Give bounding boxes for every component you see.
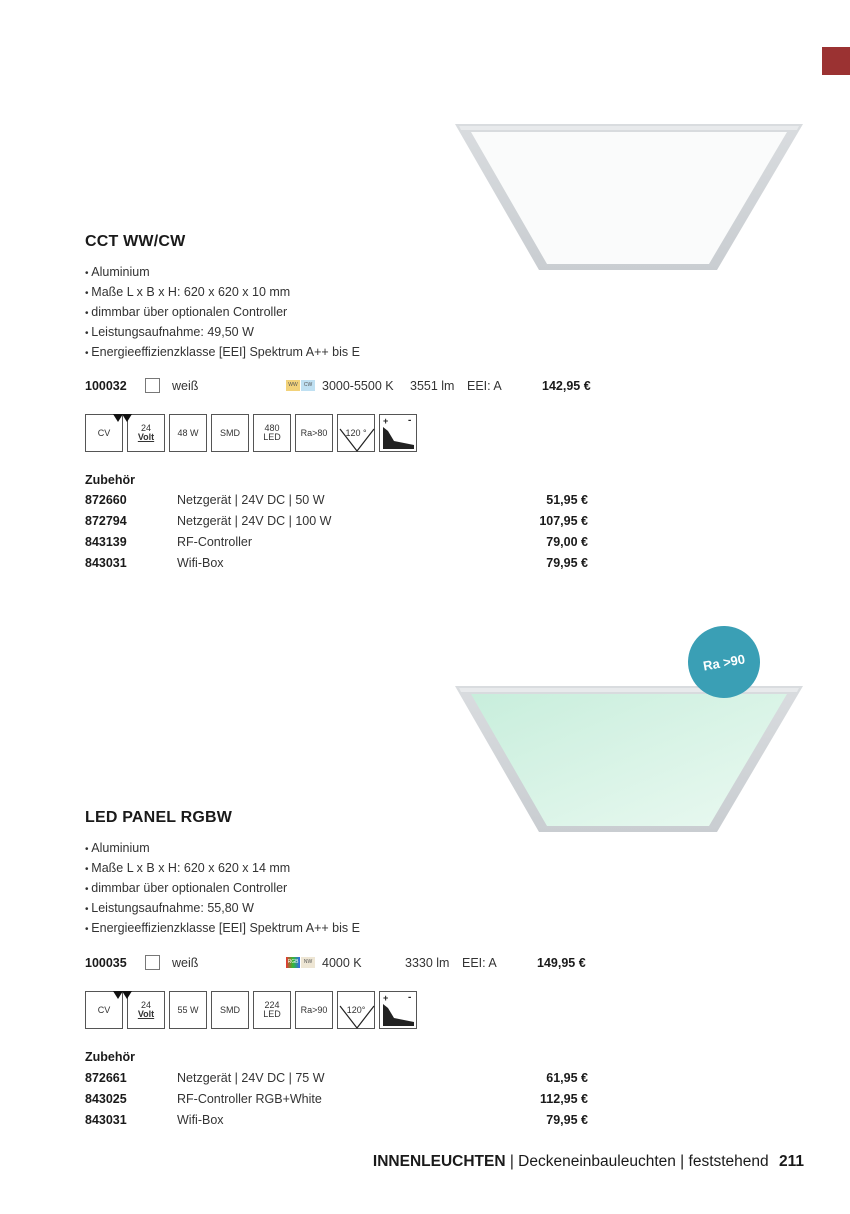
beam-angle-label: 120 ° [345, 428, 367, 438]
variant-lumen: 3330 lm [405, 956, 450, 970]
volt-label: Volt [137, 432, 155, 442]
accessory-table [85, 1068, 595, 1131]
accessory-sku: 872794 [85, 514, 127, 528]
dim-minus: - [408, 415, 412, 426]
smd-icon: SMD [211, 991, 249, 1029]
beam-angle-label: 120° [346, 1005, 366, 1015]
dim-plus: + [383, 416, 389, 426]
accessory-desc: Netzgerät | 24V DC | 100 W [177, 514, 332, 528]
volt-icon [127, 991, 165, 1029]
feature-item: • Maße L x B x H: 620 x 620 x 14 mm [85, 858, 360, 878]
table-row [85, 490, 595, 511]
variant-row [85, 954, 605, 972]
variant-row [85, 377, 605, 395]
variant-checkbox[interactable] [145, 378, 160, 393]
accessory-price: 61,95 € [546, 1071, 588, 1085]
beam-angle-icon [337, 991, 375, 1029]
accessory-sku: 843031 [85, 556, 127, 570]
wattage-icon: 48 W [169, 414, 207, 452]
accessory-price: 79,95 € [546, 1113, 588, 1127]
cv-icon: CV [85, 991, 123, 1029]
feature-item: • Leistungsaufnahme: 55,80 W [85, 898, 360, 918]
accessory-heading: Zubehör [85, 473, 135, 487]
feature-item: • dimmbar über optionalen Controller [85, 302, 360, 322]
accessory-sku: 843031 [85, 1113, 127, 1127]
dim-plus: + [383, 993, 389, 1003]
volt-icon [127, 414, 165, 452]
feature-item: • Aluminium [85, 262, 360, 282]
volt-number: 24 [140, 423, 151, 433]
neutral-white-chip: NW [301, 957, 315, 968]
beam-angle-graphic [338, 992, 376, 1030]
feature-list [85, 262, 360, 362]
feature-item: • dimmbar über optionalen Controller [85, 878, 360, 898]
accessory-price: 112,95 € [540, 1092, 588, 1106]
variant-price: 142,95 € [542, 379, 591, 393]
led-count-icon [253, 991, 291, 1029]
dimmable-icon [379, 991, 417, 1029]
led-count: 480 [264, 423, 280, 433]
variant-sku: 100032 [85, 379, 127, 393]
table-row [85, 1089, 595, 1110]
feature-item: • Maße L x B x H: 620 x 620 x 10 mm [85, 282, 360, 302]
accessory-price: 79,00 € [546, 535, 588, 549]
footer-subcategory: | Deckeneinbauleuchten | feststehend [509, 1153, 769, 1170]
warm-white-chip: WW [286, 380, 300, 391]
accessory-desc: Netzgerät | 24V DC | 75 W [177, 1071, 325, 1085]
product-image-rgbw-panel [455, 684, 803, 834]
table-row [85, 511, 595, 532]
product-image-cct-panel [455, 122, 803, 272]
table-row [85, 532, 595, 553]
accessory-price: 107,95 € [539, 514, 588, 528]
beam-angle-graphic [338, 415, 376, 453]
feature-item: • Energieeffizienzklasse [EEI] Spektrum A++ bis E [85, 342, 360, 362]
volt-label: Volt [137, 1009, 155, 1019]
variant-color: weiß [172, 956, 199, 970]
cool-white-chip: CW [301, 380, 315, 391]
accessory-heading: Zubehör [85, 1050, 135, 1064]
variant-eei: EEI: A [462, 956, 497, 970]
led-label: LED [263, 432, 281, 442]
accessory-price: 51,95 € [546, 493, 588, 507]
variant-color-temp: 4000 K [322, 956, 362, 970]
accessory-desc: Netzgerät | 24V DC | 50 W [177, 493, 325, 507]
page-footer [373, 1153, 804, 1171]
feature-item: • Leistungsaufnahme: 49,50 W [85, 322, 360, 342]
feature-item: • Aluminium [85, 838, 360, 858]
accessory-sku: 872660 [85, 493, 127, 507]
variant-color-temp: 3000-5500 K [322, 379, 394, 393]
variant-eei: EEI: A [467, 379, 502, 393]
led-count-icon [253, 414, 291, 452]
page-number: 211 [778, 1153, 804, 1170]
rgb-chip: RGB [286, 957, 300, 968]
variant-price: 149,95 € [537, 956, 586, 970]
dimmable-icon [379, 414, 417, 452]
dimmable-graphic [380, 415, 416, 451]
led-label: LED [263, 1009, 281, 1019]
cv-icon: CV [85, 414, 123, 452]
beam-angle-icon [337, 414, 375, 452]
accessory-sku: 843139 [85, 535, 127, 549]
ra-badge: Ra >90 [682, 620, 765, 703]
table-row [85, 1110, 595, 1131]
feature-item: • Energieeffizienzklasse [EEI] Spektrum A++ bis E [85, 918, 360, 938]
smd-icon: SMD [211, 414, 249, 452]
variant-color: weiß [172, 379, 199, 393]
accessory-price: 79,95 € [546, 556, 588, 570]
dimmable-graphic [380, 992, 416, 1028]
accessory-desc: Wifi-Box [177, 1113, 224, 1127]
ra-icon: Ra>80 [295, 414, 333, 452]
product-title: LED PANEL RGBW [85, 809, 233, 826]
variant-checkbox[interactable] [145, 955, 160, 970]
led-count: 224 [264, 1000, 280, 1010]
feature-list [85, 838, 360, 938]
accessory-desc: Wifi-Box [177, 556, 224, 570]
marker-triangle-icon [122, 414, 132, 422]
product-title: CCT WW/CW [85, 233, 186, 250]
table-row [85, 553, 595, 574]
chapter-tab [822, 47, 850, 75]
variant-sku: 100035 [85, 956, 127, 970]
wattage-icon: 55 W [169, 991, 207, 1029]
table-row [85, 1068, 595, 1089]
footer-category: INNENLEUCHTEN [372, 1153, 506, 1170]
accessory-sku: 872661 [85, 1071, 127, 1085]
marker-triangle-icon [122, 991, 132, 999]
accessory-sku: 843025 [85, 1092, 127, 1106]
volt-number: 24 [140, 1000, 151, 1010]
accessory-desc: RF-Controller [177, 535, 253, 549]
accessory-desc: RF-Controller RGB+White [177, 1092, 322, 1106]
ra-icon: Ra>90 [295, 991, 333, 1029]
variant-lumen: 3551 lm [410, 379, 455, 393]
accessory-table [85, 490, 595, 574]
dim-minus: - [408, 992, 412, 1003]
